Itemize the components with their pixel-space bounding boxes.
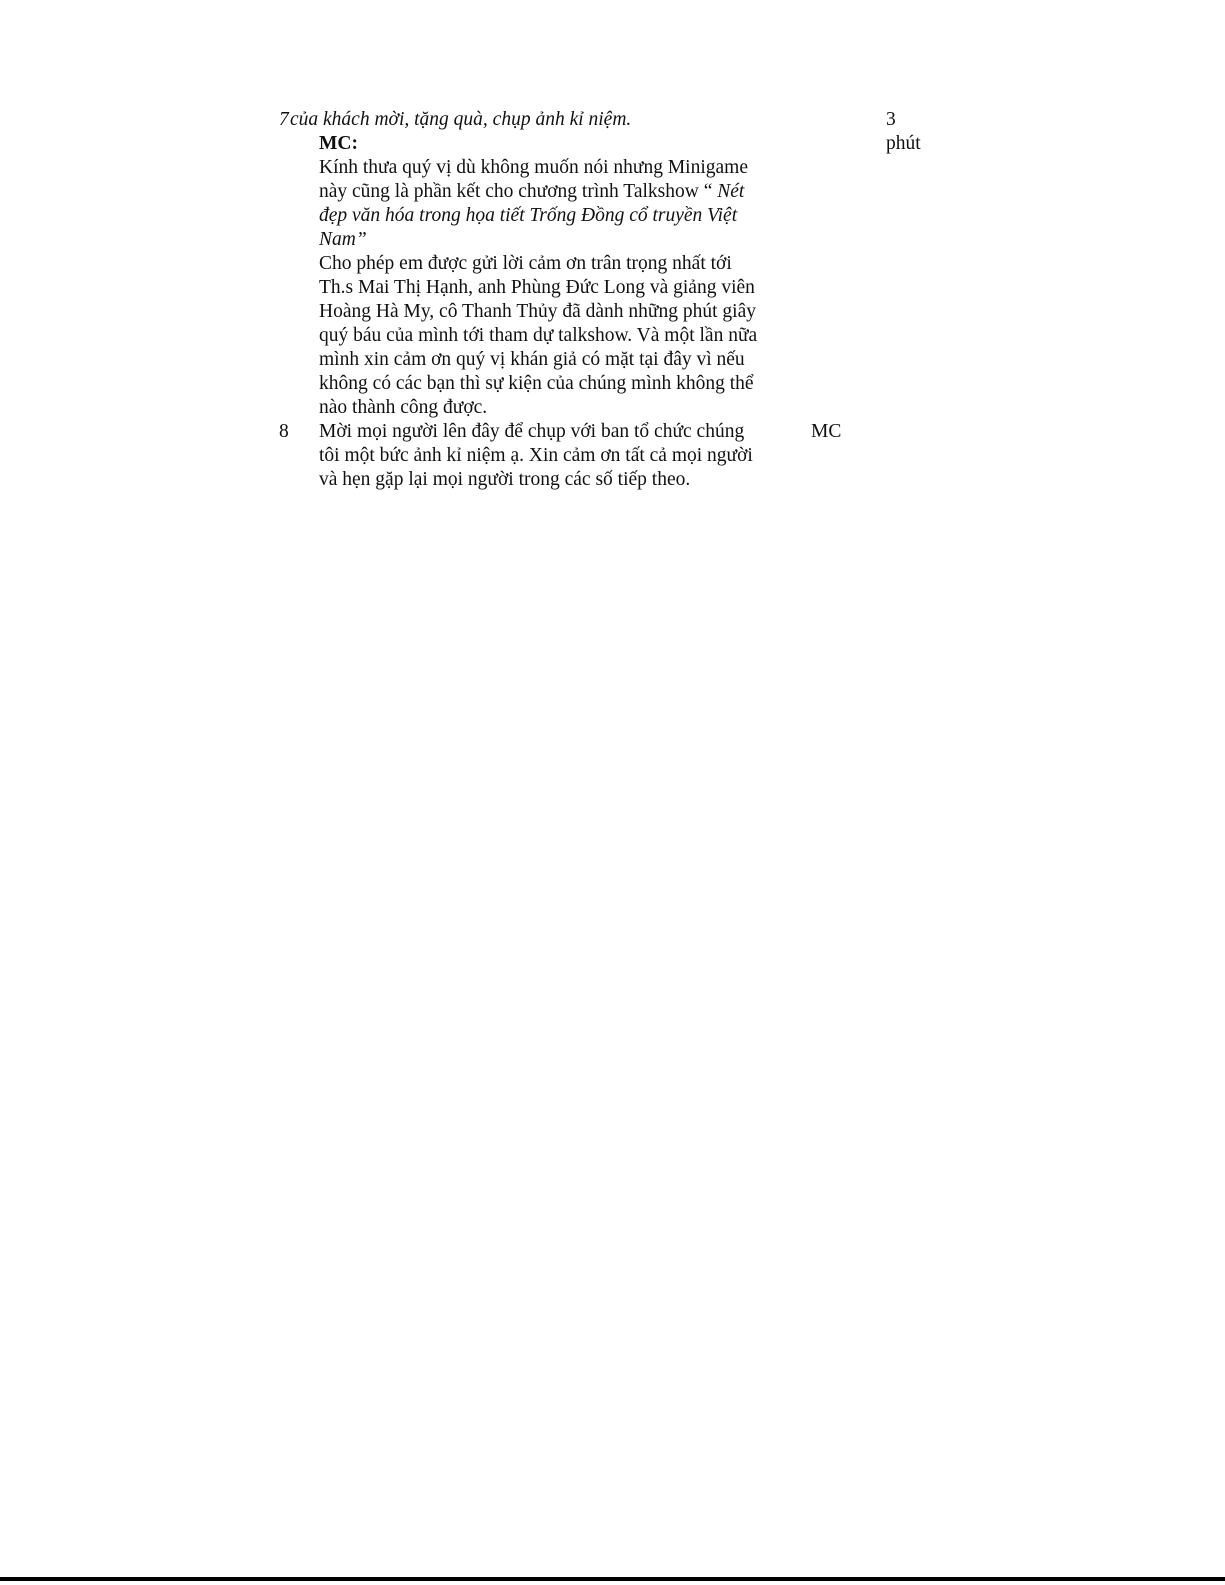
paragraph-line: mình xin cảm ơn quý vị khán giả có mặt tại đây vì nếu [319,349,745,370]
paragraph-line: quý báu của mình tới tham dự talkshow. Và một lần nữa [319,325,758,346]
program-title: đẹp văn hóa trong họa tiết Trống Đồng cổ truyền Việt [319,205,738,226]
paragraph-line: Cho phép em được gửi lời cảm ơn trân trọng nhất tới [319,253,732,274]
program-title: Nam” [319,229,367,250]
paragraph-line: Hoàng Hà My, cô Thanh Thủy đã dành những phút giây [319,301,756,322]
paragraph-text: này cũng là phần kết cho chương trình Talkshow “ [319,181,718,202]
program-title: Nét [717,181,745,202]
person-in-charge: MC [811,421,842,442]
row-intro-text: của khách mời, tặng quà, chụp ảnh kỉ niệm. [290,109,632,130]
paragraph-line: Mời mọi người lên đây để chụp với ban tổ chức chúng [319,421,745,442]
duration-unit: phút [886,133,921,154]
paragraph-line: Th.s Mai Thị Hạnh, anh Phùng Đức Long và giảng viên [319,277,755,298]
duration-value: 3 [886,109,896,130]
paragraph-line: không có các bạn thì sự kiện của chúng mình không thể [319,373,754,394]
paragraph-line: và hẹn gặp lại mọi người trong các số tiếp theo. [319,469,691,490]
row-number: 8 [279,421,289,442]
paragraph-line: Kính thưa quý vị dù không muốn nói nhưng Minigame [319,157,748,178]
bottom-border [0,1577,1225,1581]
speaker-heading: MC: [319,133,358,154]
row-number: 7 [279,109,289,130]
paragraph-line: nào thành công được. [319,397,488,418]
paragraph-line: tôi một bức ảnh kỉ niệm ạ. Xin cảm ơn tất cả mọi người [319,445,753,466]
paragraph-line [319,180,744,204]
